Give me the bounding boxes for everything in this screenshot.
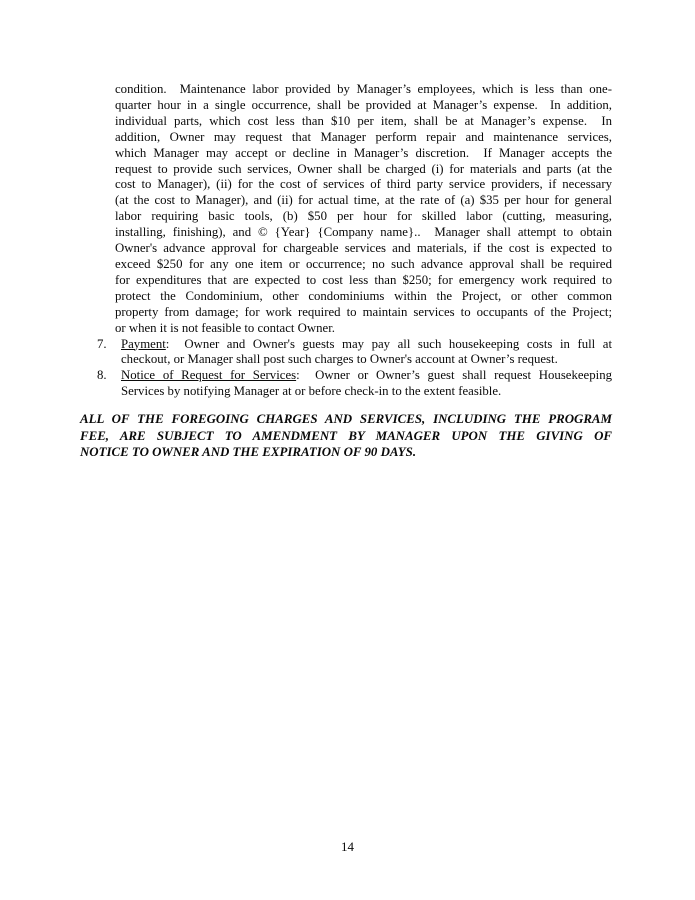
list-item-text: : Owner and Owner's guests may pay all such housekeeping costs in full at: [165, 336, 612, 351]
list-item-text: : Owner or Owner’s guest shall request Housekeeping: [296, 368, 612, 383]
text-line: or when it is not feasible to contact Owner.: [115, 320, 335, 335]
text-line: protect the Condominium, other condominiums within the Project, or other common: [115, 288, 612, 303]
page-content: [80, 82, 612, 461]
list-item-line: [121, 368, 612, 384]
list-item-label: Payment: [121, 336, 166, 351]
text-line: ALL OF THE FOREGOING CHARGES AND SERVICES, INCLUDING THE PROGRAM: [80, 412, 612, 427]
text-line: NOTICE TO OWNER AND THE EXPIRATION OF 90 DAYS.: [80, 445, 417, 460]
text-line: addition, Owner may request that Manager perform repair and maintenance services,: [115, 129, 612, 144]
text-line: condition. Maintenance labor provided by Manager’s employees, which is less than one-: [115, 82, 612, 96]
list-item-number: 8.: [97, 368, 107, 383]
text-line: (at the cost to Manager), and (ii) for actual time, at the rate of (a) $35 per hour for general: [115, 193, 612, 208]
list-item-line: [121, 337, 612, 353]
text-line: quarter hour in a single occurrence, shall be provided at Manager’s expense. In addition,: [115, 97, 612, 112]
list-item-notice-of-request: [80, 368, 612, 400]
text-line: installing, finishing), and © {Year} {Company name}.. Manager shall attempt to obtain: [115, 225, 612, 240]
text-line: property from damage; for work required to maintain services to occupants of the Project;: [115, 304, 612, 319]
list-item-label: Notice of Request for Services: [121, 368, 297, 383]
text-line: FEE, ARE SUBJECT TO AMENDMENT BY MANAGER UPON THE GIVING OF: [80, 428, 612, 443]
text-line: Owner's advance approval for chargeable services and materials, if the cost is expected to: [115, 241, 612, 256]
text-line: labor requiring basic tools, (b) $50 per hour for skilled labor (cutting, measuring,: [115, 209, 612, 224]
text-line: which Manager may accept or decline in Manager’s discretion. If Manager accepts the: [115, 145, 612, 160]
body-paragraph: [115, 82, 612, 337]
text-line: request to provide such services, Owner shall be charged (i) for materials and parts (at the: [115, 161, 612, 176]
list-item-payment: [80, 337, 612, 369]
list-item-line: checkout, or Manager shall post such charges to Owner's account at Owner’s request.: [121, 352, 558, 367]
text-line: cost to Manager), (ii) for the cost of services of third party service providers, if necessary: [115, 177, 612, 192]
text-line: for expenditures that are expected to cost less than $250; for emergency work required to: [115, 272, 612, 287]
text-line: exceed $250 for any one item or occurrence; no such advance approval shall be required: [115, 256, 612, 271]
text-line: individual parts, which cost less than $10 per item, shall be at Manager’s expense. In: [115, 113, 612, 128]
amendment-notice-paragraph: [80, 411, 612, 461]
page-number: 14: [341, 839, 354, 854]
list-item-number: 7.: [97, 336, 107, 351]
list-item-line: Services by notifying Manager at or before check-in to the extent feasible.: [121, 384, 502, 399]
